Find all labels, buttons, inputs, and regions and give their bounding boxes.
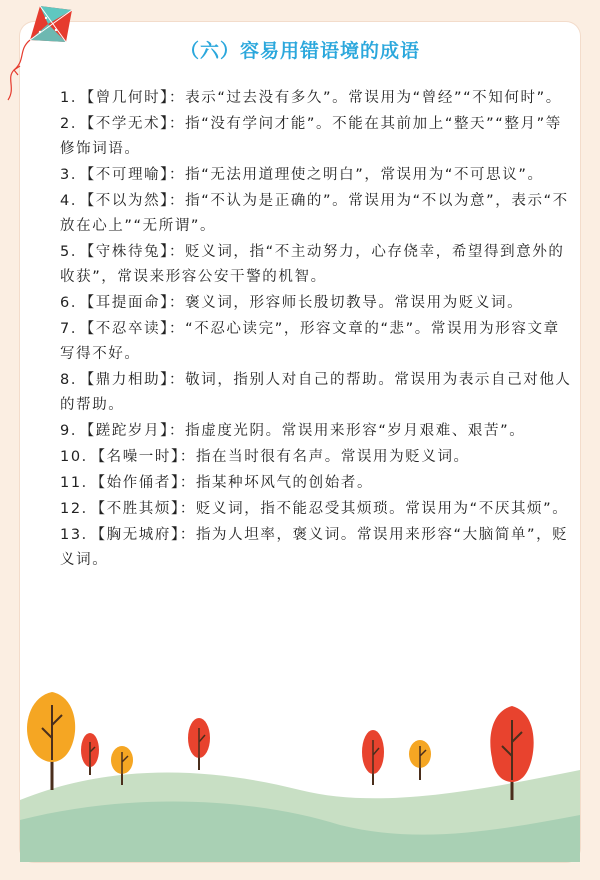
page-title: （六）容易用错语境的成语 — [179, 40, 420, 62]
idiom-entry-1: 1．【曾几何时】：表示“过去没有多久”。常误用为“曾经”“不知何时”。 — [60, 90, 562, 106]
idiom-entry-11: 11．【始作俑者】：指某种坏风气的创始者。 — [60, 475, 374, 491]
idiom-entry-3: 3．【不可理喻】：指“无法用道理使之明白”，常误用为“不可思议”。 — [60, 167, 544, 183]
idiom-list — [60, 86, 575, 574]
idiom-entry-4: 4．【不以为然】：指“不认为是正确的”。常误用为“不以为意”，表示“不放在心上”“无所谓”。 — [60, 193, 569, 234]
document-card — [20, 22, 580, 862]
idiom-entry-13: 13．【胸无城府】：指为人坦率，褒义词。常误用来形容“大脑简单”，贬义词。 — [60, 527, 569, 568]
idiom-entry-10: 10．【名噪一时】：指在当时很有名声。常误用为贬义词。 — [60, 449, 470, 465]
idiom-entry-8: 8．【鼎力相助】：敬词，指别人对自己的帮助。常误用为表示自己对他人的帮助。 — [60, 372, 572, 413]
idiom-entry-5: 5．【守株待兔】：贬义词，指“不主动努力，心存侥幸，希望得到意外的收获”，常误来形容公安干警的机智。 — [60, 244, 565, 285]
kite-icon — [0, 0, 90, 110]
idiom-entry-7: 7．【不忍卒读】：“不忍心读完”，形容文章的“悲”。常误用为形容文章写得不好。 — [60, 321, 560, 362]
idiom-entry-2: 2．【不学无术】：指“没有学问才能”。不能在其前加上“整天”“整月”等修饰词语。 — [60, 116, 562, 157]
idiom-entry-6: 6．【耳提面命】：褒义词，形容师长殷切教导。常误用为贬义词。 — [60, 295, 524, 311]
idiom-entry-9: 9．【蹉跎岁月】：指虚度光阴。常误用来形容“岁月艰难、艰苦”。 — [60, 423, 526, 439]
idiom-entry-12: 12．【不胜其烦】：贬义词，指不能忍受其烦琐。常误用为“不厌其烦”。 — [60, 501, 569, 517]
